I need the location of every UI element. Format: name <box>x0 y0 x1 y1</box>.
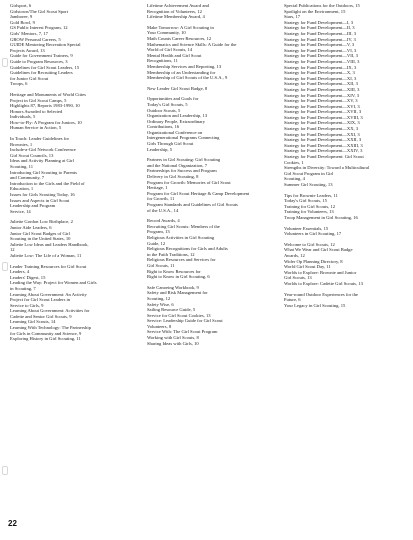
index-entry: Sailing Resource Guide, 5 <box>147 307 196 313</box>
index-entry: Projects Award, 13 <box>10 47 45 53</box>
index-entry: Honors Awarded to Selected <box>10 108 63 114</box>
index-entry: Strategy for Fund Development—XX, 3 <box>284 126 359 132</box>
index-entry: Juliette Gordon Low Birthplace, 2 <box>10 219 73 225</box>
index-entry: Worlds to Explore: Cadette Girl Scouts, 13 <box>284 280 363 286</box>
binder-hole <box>2 466 8 475</box>
index-entry: Strategy for Fund Development—IV, 3 <box>284 36 356 42</box>
index-entry: Issues and Aspects in Girl Scout <box>10 197 70 203</box>
index-entry: in Scouting, 7 <box>10 285 36 291</box>
index-entry: Math Counts Career Resources, 12 <box>147 35 212 41</box>
index-entry: Volunteer Essentials, 15 <box>284 225 329 231</box>
index-entry: Strategy for Fund Development—XII, 3 <box>284 81 358 87</box>
index-entry: Leaders' Digest, 15 <box>10 274 46 280</box>
index-entry: Membership Services and Reporting, 13 <box>147 63 222 69</box>
index-entry: Religious Activities in Girl Scouting <box>147 234 215 240</box>
index-entry: World of Girl Scouts, 14 <box>147 47 193 53</box>
index-entry: Strategy for Fund Development—XXI, 3 <box>284 131 360 137</box>
index-entry: 12 <box>10 247 15 253</box>
index-entry: How-to-Fly: A Program for Juniors, 10 <box>10 119 82 125</box>
index-entry: Learning Girl Scouts, 14 <box>10 319 56 325</box>
index-entry: in the Faith Traditions, 12 <box>147 251 195 257</box>
index-entry: Guide for Government Trainers, 9 <box>10 53 73 59</box>
index-entry: Leadership, 5 <box>147 146 173 152</box>
index-entry: Recognitions, 11 <box>147 58 178 64</box>
index-column-1 <box>10 3 138 342</box>
index-entry: Junior Aide Leaders, 6 <box>10 224 52 230</box>
index-entry: Guide to Program Resources, 3 <box>10 58 68 64</box>
index-entry: Strategy for Fund Development—VI, 3 <box>284 47 357 53</box>
index-entry: Lifetime Membership Award, 4 <box>147 14 205 20</box>
index-entry: for Growth, 11 <box>147 196 175 202</box>
index-entry: Girlsport, 6 <box>10 3 32 8</box>
index-entry: Leader Training Resources for Girl Scout <box>10 263 87 269</box>
index-entry: Religious Resources and Services for <box>147 257 216 263</box>
index-entry: Strategy for Fund Development—XVIII, 3 <box>284 114 363 120</box>
index-entry: for Girls in Community and Science, 9 <box>10 330 82 336</box>
binder-hole <box>2 58 8 67</box>
index-entry: Strategy for Fund Development—XXIV, 3 <box>284 148 363 154</box>
index-entry: Future, 6 <box>284 297 301 303</box>
index-entry: Issues for Girls Scouting Today, 16 <box>10 192 75 197</box>
index-entry: Safe Canoeing Workbook, 9 <box>147 284 199 290</box>
index-entry: Introduction to the Girls and the Field of <box>10 180 85 186</box>
index-entry: Religious Recognitions for Girls and Adults <box>147 246 228 252</box>
index-entry: Guide, 12 <box>147 240 166 246</box>
index-entry: Jamboree, 9 <box>10 14 33 20</box>
index-entry: Worlds to Explore: Brownie and Junior <box>284 269 357 275</box>
index-entry: Make Tomorrow: A Girl Scouting in <box>147 24 214 30</box>
index-entry: Human Service in Action, 5 <box>10 125 62 131</box>
index-entry: Exploring History in Girl Scouting, 11 <box>10 336 81 342</box>
index-entry: GUIDE Mentoring Recreation Special <box>10 42 81 48</box>
index-entry: Contributions, 16 <box>147 124 180 130</box>
index-entry: for Junior Girl Scout <box>10 75 49 81</box>
index-entry: Strategy for Fund Development—XV, 3 <box>284 98 358 104</box>
index-entry: Volunteers, 8 <box>147 323 172 329</box>
index-entry: Introducing Girl Scouting to Parents <box>10 169 77 175</box>
index-entry: Partnerships for Success and Program <box>147 168 217 174</box>
index-entry: Scouting in the United States, 10 <box>10 236 71 242</box>
index-entry: Strategy for Fund Development—IX, 3 <box>284 64 357 70</box>
index-entry: Heritage and Monuments of World Cities <box>10 91 86 97</box>
index-entry: Awards, 12 <box>284 252 305 258</box>
index-entry: Special Publications for the Outdoors, 15 <box>284 3 360 8</box>
index-entry: Heritage, 1 <box>147 185 168 191</box>
index-entry: Girl Scout Program in Girl <box>284 170 334 176</box>
index-entry: Safety Wise, 6 <box>147 301 174 307</box>
index-entry: New Leader Girl Scout Badge, 8 <box>147 85 208 91</box>
page-number: 22 <box>8 519 17 528</box>
index-entry: Scouting, 4 <box>284 176 305 182</box>
index-entry: Cadette and Senior Girl Scouts, 9 <box>10 313 72 319</box>
index-entry: Leaders, 4 <box>10 269 30 275</box>
index-entry: Mental Health and Girl Scout <box>147 52 202 58</box>
index-entry: Service for Girl Scout Cookies, 13 <box>147 312 211 318</box>
index-entry: Gold Bowl, 9 <box>10 19 35 25</box>
index-entry: Delivery in Girl Scouting, 8 <box>147 174 199 180</box>
index-entry: Troop Management in Girl Scouting, 16 <box>284 214 358 220</box>
index-entry: Year-round Outdoor Experiences for the <box>284 291 358 297</box>
index-entry: Right to Know in Girl Scouting, 6 <box>147 274 210 280</box>
index-entry: Learning With Technology: The Partnership <box>10 325 91 331</box>
index-entry: Ideas and Activity Planning at Girl <box>10 158 74 164</box>
index-entry: Strategy for Fund Development—VIII, 3 <box>284 58 360 64</box>
index-entry: Safety and Risk Management for <box>147 290 208 296</box>
index-entry: Mathematics and Science Skills: A Guide for the <box>147 41 237 47</box>
index-entry: What We Wear and Girl Scout Badge <box>284 247 353 253</box>
index-entry: Strategy for Fund Development—XIV, 3 <box>284 92 360 98</box>
index-entry: GROW Personal Careers, 5 <box>10 36 61 42</box>
index-entry: Recognition of Volunteers, 12 <box>147 8 202 14</box>
index-entry: Organization and Leadership, 13 <box>147 113 208 119</box>
index-entry: Strategy for Fund Development—VII, 3 <box>284 53 358 59</box>
index-entry: Training for Girl Scouts, 12 <box>284 203 335 209</box>
index-entry: Training for Volunteers, 13 <box>284 209 334 215</box>
index-entry: Education, 1 <box>10 186 34 192</box>
index-entry: Strategy for Fund Development: Girl Scout <box>284 154 364 160</box>
index-entry: Girl Scout Councils, 13 <box>10 152 54 158</box>
index-entry: Summer Girl Scouting, 13 <box>284 182 333 187</box>
index-entry: and the National Organization, 7 <box>147 162 207 168</box>
index-entry: Juliette Low: The Life of a Woman, 11 <box>10 252 82 258</box>
index-entry: of the U.S.A., 14 <box>147 207 179 213</box>
index-entry: Troops, 6 <box>10 81 28 87</box>
index-entry: Recruiting Girl Scouts: Members of the <box>147 223 220 229</box>
index-entry: Strategy for Fund Development—V, 3 <box>284 42 355 48</box>
index-entry: Strategy for Fund Development—XVII, 3 <box>284 109 362 115</box>
index-entry: Leadership and Program <box>10 203 56 209</box>
index-entry: Strategy for Fund Development—XVI, 3 <box>284 103 360 109</box>
index-entry: Service to Girls, 9 <box>10 302 44 308</box>
index-entry: Program, 13 <box>147 229 170 235</box>
index-entry: Scouting, 12 <box>147 295 171 301</box>
index-entry: Service With: The Girl Scout Program <box>147 329 218 335</box>
index-entry: Record Awards, 4 <box>147 218 180 224</box>
index-entry: Your Legacy in Girl Scouting, 15 <box>284 302 346 308</box>
index-column-3 <box>284 3 408 308</box>
index-entry: Membership of Girl Scouts of the U.S.A., 9 <box>147 75 228 81</box>
index-entry: Juliette Low Ideas and Leaders Handbook, <box>10 241 89 247</box>
index-entry: Project for Girl Scout Leaders in <box>10 297 71 303</box>
index-entry: Your Community, 10 <box>147 30 186 36</box>
index-entry: Individuals, 5 <box>10 114 36 120</box>
index-entry: Program Standards and Guidelines of Girl Scouts <box>147 202 238 207</box>
index-entry: Opportunities and Goals for <box>147 96 199 102</box>
index-entry: Ordinary People, Extraordinary <box>147 118 206 124</box>
index-entry: Project in Girl Scout Camps, 5 <box>10 97 67 103</box>
index-entry: Working with Girl Scouts, 8 <box>147 335 199 341</box>
index-entry: Highlights 87, Reports 1983-1990, 10 <box>10 103 80 109</box>
index-entry: Strategy for Fund Development—XI, 3 <box>284 75 357 81</box>
index-entry: Today's Girl Scouts, 5 <box>147 101 188 107</box>
index-entry: Strategy for Fund Development—II, 3 <box>284 25 355 31</box>
index-entry: Program for Growth: Memories of Girl Scout <box>147 179 231 185</box>
index-entry: Brownies, 1 <box>10 141 33 147</box>
index-entry: Learning About Government: Activities for <box>10 308 90 314</box>
index-entry: Learning About Government: An Activity <box>10 291 87 297</box>
index-entry: Strategy for Fund Development—X, 3 <box>284 70 355 76</box>
index-column-2 <box>147 3 275 346</box>
index-entry: Spotlight on the Environment, 15 <box>284 8 346 14</box>
index-entry: Girlstown/The Girl Scout Sport <box>10 8 69 14</box>
index-entry: Girls Through Girl Scout <box>147 141 194 147</box>
index-entry: Volunteers in Girl Scouting, 17 <box>284 231 342 237</box>
index-entry: Strategy for Fund Development—XXIII, 3 <box>284 142 363 148</box>
index-entry: Strategy for Fund Development—III, 3 <box>284 30 357 36</box>
index-entry: Include-a-Girl Network Conference <box>10 147 76 153</box>
index-entry: Strategy for Fund Development—XIII, 3 <box>284 86 360 92</box>
index-entry: World Girl Scout Day, 11 <box>284 264 331 270</box>
index-entry: Wider Op Planning Directory, 8 <box>284 258 343 264</box>
index-entry: Scouting, 11 <box>10 164 34 170</box>
index-entry: Stars, 17 <box>284 14 301 20</box>
index-entry: Membership of an Understanding for <box>147 69 216 75</box>
index-entry: Outdoor Scouts, 5 <box>147 107 181 113</box>
index-entry: Junior Girl Scout Badges of Girl <box>10 230 70 236</box>
index-entry: Today's Girl Scouts, 15 <box>284 198 327 204</box>
index-entry: Organizational Conference on <box>147 129 203 135</box>
index-entry: Strategy for Fund Development—XXII, 3 <box>284 137 362 143</box>
index-entry: Intergenerational Programs Connecting <box>147 135 220 141</box>
index-entry: Guidelines for Recruiting Leaders <box>10 70 73 76</box>
index-entry: Program for Girl Scout Heritage & Camp Development <box>147 190 250 196</box>
index-entry: Lifetime Achievement Award and <box>147 3 209 8</box>
index-entry: Cookies, 1 <box>284 159 304 165</box>
index-entry: Tips for Brownie Leaders, 11 <box>284 192 338 198</box>
index-entry: Partners in Girl Scouting: Girl Scouting <box>147 157 221 163</box>
index-entry: Service, 14 <box>10 208 31 214</box>
index-entry: Girl Scouts, 11 <box>147 262 175 268</box>
index-entry: Girls' Mentors, 7, 17 <box>10 30 48 36</box>
index-entry: Leading the Way: Project for Women and Girls <box>10 280 97 286</box>
binder-hole <box>2 262 8 271</box>
index-entry: Sharing Ideas with Girls, 10 <box>147 340 199 346</box>
index-entry: and Community, 7 <box>10 175 45 181</box>
index-entry: Strategy for Fund Development—XIX, 3 <box>284 120 360 126</box>
index-entry: Right to Know Resources for <box>147 268 201 274</box>
index-entry: Service: Leadership Guide for Girl Scout <box>147 318 223 324</box>
index-entry: Girl Scouts, 13 <box>284 275 312 281</box>
index-entry: Welcome to Girl Scouts, 12 <box>284 241 335 247</box>
index-entry: Guidelines for Girl Scout Leaders, 15 <box>10 64 80 70</box>
index-entry: Strategy for Fund Development—I, 3 <box>284 19 354 25</box>
index-entry: In Touch: Leader Guidelines for <box>10 136 70 142</box>
index-entry: Strengths in Diversity: Toward a Multicultural <box>284 165 370 171</box>
index-entry: GS Public Interest Program, 12 <box>10 25 68 31</box>
